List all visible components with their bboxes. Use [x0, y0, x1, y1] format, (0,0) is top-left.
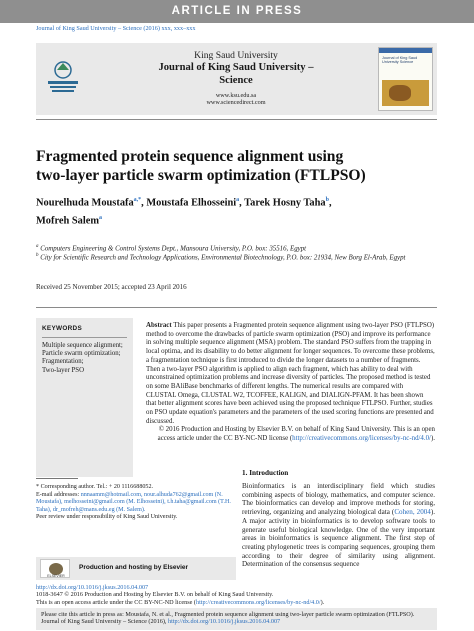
- affiliation-b-text: City for Scientific Research and Technology Applications, Environmental Biotechnology, P.O. box: 21934, New Borg El-Arab, Egypt: [40, 254, 406, 262]
- sciencedirect-url-link[interactable]: www.sciencedirect.com: [206, 99, 266, 107]
- elsevier-box: [36, 557, 236, 580]
- citation-doi-link[interactable]: http://dx.doi.org/10.1016/j.jksus.2016.04.007: [168, 618, 281, 626]
- emails-label: E-mail addresses:: [36, 491, 81, 498]
- corresponding-author: * Corresponding author. Tel.: + 20 1116688052.: [36, 484, 154, 490]
- copyright-end: ).: [430, 435, 435, 443]
- article-title-line1: Fragmented protein sequence alignment using: [36, 148, 344, 165]
- open-access-text: This is an open access article under the CC BY-NC-ND license (: [36, 598, 196, 606]
- open-access-line: [36, 599, 436, 606]
- abstract-label: Abstract: [146, 322, 172, 329]
- copyright-text: © 2016 Production and Hosting by Elsevier B.V. on behalf of King Saud University. This is an open access article under the CC BY-NC-ND license (: [157, 426, 435, 443]
- elsevier-logo-icon: [40, 559, 70, 578]
- journal-header: [36, 43, 437, 115]
- license-link-footer[interactable]: http://creativecommons.org/licenses/by-nc-nd/4.0/: [195, 598, 321, 606]
- affiliation-marker[interactable]: a: [236, 197, 240, 203]
- citation-text: Please cite this article in press as: Moustafa, N. et al., Fragmented protein sequence alignment using two-layer particle swarm optimization (FTLPSO). Journal of King Saud University – Science (2016),: [41, 611, 415, 626]
- intro-body-cont: ). A major activity in bioinformatics is to develop software tools to generate useful biological knowledge. One of the very important areas in bioinformatics is sequence alignment. The first step of creating phylogenetic trees is comparing sequences, grouping them according to their degree of similarity using alignment. Determination of the consensus sequence: [242, 508, 435, 569]
- keyword-item: Two-layer PSO: [42, 366, 84, 374]
- author-name: , Tarek Hosny Taha: [239, 197, 326, 209]
- open-access-end: ).: [320, 598, 325, 606]
- header-divider: [36, 119, 437, 120]
- affiliation-a-marker: a: [36, 244, 39, 249]
- journal-cover-thumbnail: [378, 47, 433, 111]
- keywords-heading: KEYWORDS: [42, 325, 127, 338]
- journal-title-line1: Journal of King Saud University –: [158, 62, 314, 73]
- university-name: King Saud University: [194, 50, 278, 61]
- author-name: , Moustafa Elhosseini: [141, 197, 237, 209]
- journal-masthead: [126, 50, 346, 107]
- king-saud-university-logo-icon: [40, 56, 86, 100]
- cover-image-detail: [389, 85, 411, 101]
- elsevier-hosting-text: Production and hosting by Elsevier: [79, 564, 189, 571]
- article-title-line2: two-layer particle swarm optimization (FTLPSO): [36, 166, 366, 184]
- affiliation-marker[interactable]: b: [325, 197, 329, 203]
- section-heading-introduction: 1. Introduction: [242, 469, 289, 477]
- license-link[interactable]: http://creativecommons.org/licenses/by-nc-nd/4.0/: [292, 435, 431, 443]
- elsevier-wordmark: ELSEVIER: [47, 574, 65, 578]
- intro-body: Bioinformatics is an interdisciplinary field which studies combining aspects of biology, mathematics, and computer science. The bioinformatics can develop and improve methods for storing, retrieving, organizing and analyzing biological data (: [242, 482, 435, 517]
- affiliation-marker[interactable]: a: [99, 214, 103, 221]
- copyright-line: [146, 426, 435, 443]
- cover-title: Journal of King Saud University Science: [382, 56, 418, 65]
- author-name: Mofreh Salem: [36, 215, 100, 227]
- ksu-url-link[interactable]: www.ksu.edu.sa: [215, 92, 257, 100]
- article-in-press-banner: ARTICLE IN PRESS: [0, 0, 474, 23]
- keyword-item: Fragmentation;: [42, 358, 84, 366]
- emails-links[interactable]: nnnaamm@hotmail.com, nour.alhuda762@gmail.com (N. Moustafa), melhosseini@gmail.com (M. Elhosseini), t.h.taha@gmail.com (T.H. Taha), dr_mofreh@mans.edu.eg (M. Salem).: [36, 491, 231, 513]
- article-title: [36, 148, 436, 185]
- journal-title-line2: Science: [219, 74, 253, 86]
- citation-box: [36, 608, 437, 630]
- reference-link[interactable]: Cohen, 2004: [394, 508, 431, 517]
- doi-link[interactable]: http://dx.doi.org/10.1016/j.jksus.2016.04.007: [36, 584, 149, 591]
- affiliation-a-text: Computers Engineering & Control Systems Dept., Mansoura University, P.O. box: 35516, Egypt: [40, 245, 307, 253]
- author-list: [36, 193, 436, 228]
- email-addresses: [36, 492, 236, 515]
- footnote-divider: [36, 478, 78, 479]
- footnote: [36, 484, 236, 522]
- issn-copyright: 1018-3647 © 2016 Production and Hosting by Elsevier B.V. on behalf of King Saud University.: [36, 591, 274, 599]
- received-dates: Received 25 November 2015; accepted 23 April 2016: [36, 283, 187, 291]
- keyword-item: Multiple sequence alignment;: [42, 342, 123, 349]
- keywords-box: [36, 318, 133, 477]
- dates-divider: [36, 307, 437, 308]
- introduction-text: [242, 482, 435, 569]
- author-name: Nourelhuda Moustafa: [36, 197, 134, 209]
- affiliation-b: [36, 252, 436, 263]
- doi-block: [36, 584, 436, 606]
- affiliation-marker[interactable]: a,*: [133, 197, 142, 203]
- peer-review-note: Peer review under responsibility of King Saud University.: [36, 514, 178, 521]
- abstract: [146, 322, 435, 444]
- keyword-item: Particle swarm optimization;: [42, 350, 121, 358]
- abstract-text: This paper presents a Fragmented protein sequence alignment using two-layer PSO (FTLPSO) method to overcome the drawbacks of particle swarm optimization (PSO) and improve its performance in solving multiple sequence alignment (MSA) problem. The standard PSO suffers from the trapping in local optima, and its disability to do better alignment for longer sequences. To overcome these problems, a fragmentation technique is first introduced to divide the longer datasets to a number of fragments. Then a two-layer PSO algorithm is applied to align each fragment, which has ability to deal with unconstrained optimization problems and increase diversity of particles. The proposed method is tested on some BAliBase benchmarks of different lengths. The numerical results are compared with CLUSTAL Omega, CLUSTAL W2, TCOFFEE, KALIGN, and DIALIGN-PFAM. It has been shown that better alignment scores have been achieved using the proposed technique FTLPSO. Further, studies on PSO update equation's parameters and the parameters of the used scoring functions are presented and discussed.: [146, 322, 435, 425]
- author-separator: ,: [328, 197, 332, 209]
- affiliation-b-marker: b: [36, 253, 39, 258]
- journal-citation-link[interactable]: Journal of King Saud University – Science (2016) xxx, xxx–xxx: [36, 25, 196, 32]
- cover-band: [379, 48, 432, 53]
